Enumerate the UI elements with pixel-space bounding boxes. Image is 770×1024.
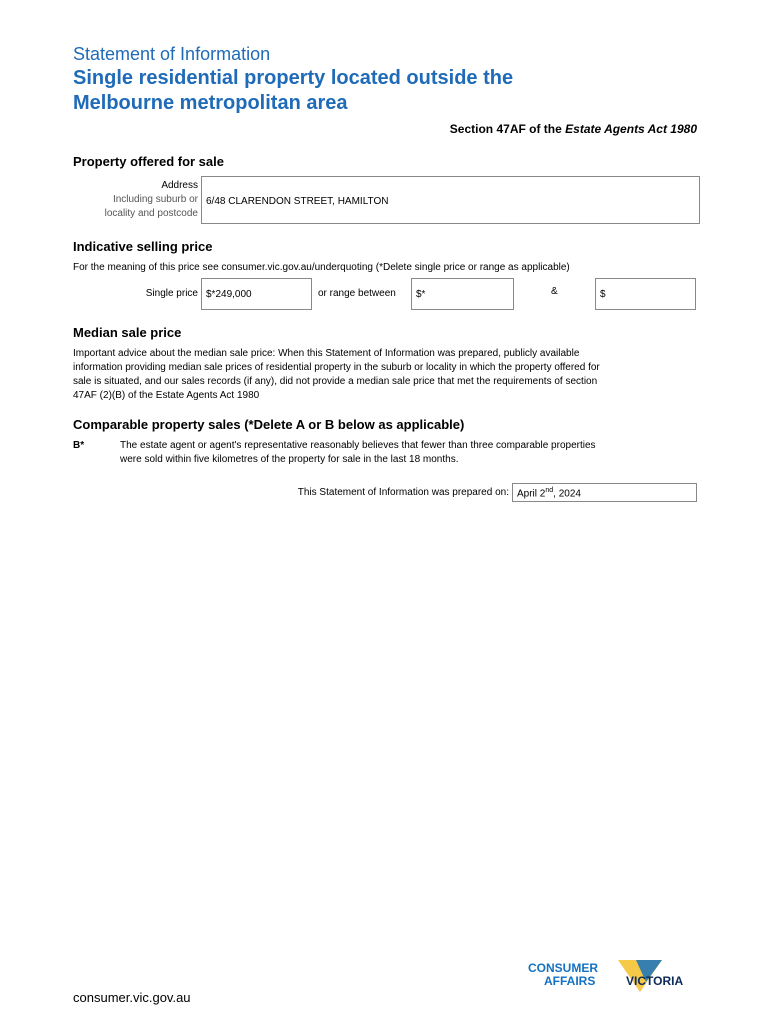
logo-line-3: VICTORIA <box>626 974 684 988</box>
median-line-1: Important advice about the median sale price: When this Statement of Information was prepared, publicly available <box>73 348 580 359</box>
consumer-affairs-victoria-logo <box>528 958 703 998</box>
range-label: or range between <box>318 288 396 299</box>
address-label-line-3: locality and postcode <box>104 208 198 219</box>
address-label-line-1: Address <box>161 180 198 191</box>
single-price-value: $*249,000 <box>206 289 252 300</box>
address-field[interactable] <box>201 176 700 224</box>
range-low-value: $* <box>416 289 426 300</box>
address-value: 6/48 CLARENDON STREET, HAMILTON <box>206 196 389 207</box>
prepared-date-field[interactable] <box>512 483 697 502</box>
range-ampersand: & <box>551 286 558 297</box>
prepared-label: This Statement of Information was prepared on: <box>297 487 509 498</box>
price-note: For the meaning of this price see consumer.vic.gov.au/underquoting (*Delete single price or range as applicable) <box>73 262 570 273</box>
document-title <box>73 66 713 116</box>
title-line-1: Single residential property located outside the <box>73 67 514 89</box>
range-low-field[interactable] <box>411 278 514 310</box>
range-high-value: $ <box>600 289 606 300</box>
prepared-date-prefix: April 2 <box>517 488 546 500</box>
footer-url[interactable]: consumer.vic.gov.au <box>73 990 191 1005</box>
logo-line-2: AFFAIRS <box>544 974 596 988</box>
comparable-paragraph <box>120 439 700 467</box>
property-heading: Property offered for sale <box>73 154 224 169</box>
address-label <box>73 179 198 221</box>
document-supertitle: Statement of Information <box>73 44 271 64</box>
median-heading: Median sale price <box>73 325 182 340</box>
section-prefix: Section 47AF of the <box>449 122 566 136</box>
option-marker: B* <box>73 440 85 451</box>
comparable-line-1: The estate agent or agent's representative reasonably believes that fewer than three comparable properties <box>120 440 596 451</box>
section-act: Estate Agents Act 1980 <box>565 122 697 136</box>
comparable-heading: Comparable property sales (*Delete A or B below as applicable) <box>73 417 465 432</box>
median-line-4: 47AF (2)(B) of the Estate Agents Act 1980 <box>73 390 260 401</box>
prepared-date-sup: nd <box>545 487 554 494</box>
title-line-2: Melbourne metropolitan area <box>73 92 348 114</box>
section-reference <box>450 122 697 136</box>
single-price-field[interactable] <box>201 278 312 310</box>
price-heading: Indicative selling price <box>73 239 213 254</box>
range-high-field[interactable] <box>595 278 696 310</box>
median-line-2: information providing median sale prices of residential property in the suburb or locality in which the property offered for <box>73 362 600 373</box>
comparable-line-2: were sold within five kilometres of the property for sale in the last 18 months. <box>120 454 459 465</box>
median-line-3: sale is situated, and our sales records (if any), did not provide a median sale price that met the requirements of section <box>73 376 598 387</box>
single-price-label: Single price <box>145 288 198 299</box>
median-paragraph <box>73 347 713 403</box>
logo-line-1: CONSUMER <box>528 961 599 975</box>
address-label-line-2: Including suburb or <box>112 194 198 205</box>
prepared-date-suffix: , 2024 <box>553 488 581 500</box>
